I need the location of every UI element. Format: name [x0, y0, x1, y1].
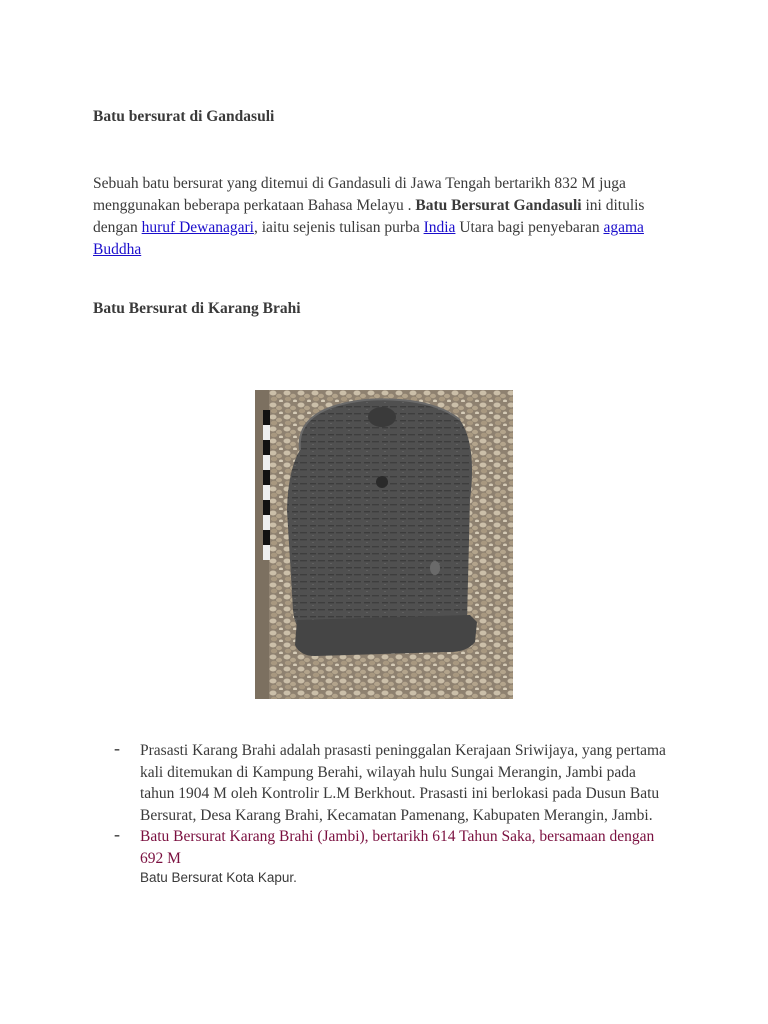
para-bold-text: Batu Bersurat Gandasuli [415, 197, 582, 214]
link-india[interactable]: India [423, 219, 456, 236]
para-text: , iaitu sejenis tulisan purba [253, 219, 424, 236]
measuring-scale [263, 410, 270, 560]
para-text: Utara bagi penyebaran [455, 219, 604, 236]
list-bullet: - [114, 738, 120, 758]
list-bullet: - [114, 824, 120, 844]
list-item [114, 826, 674, 869]
trailing-text: Batu Bersurat Kota Kapur. [140, 870, 297, 885]
section-heading-gandasuli: Batu bersurat di Gandasuli [93, 108, 275, 125]
info-list [114, 740, 674, 887]
link-huruf-dewanagari[interactable]: huruf Dewanagari [141, 219, 254, 236]
section-heading-karang-brahi: Batu Bersurat di Karang Brahi [93, 300, 301, 317]
list-item-text: Prasasti Karang Brahi adalah prasasti peninggalan Kerajaan Sriwijaya, yang pertama kali ditemukan di Kampung Berahi, wilayah hulu Sungai Merangin, Jambi pada tahun 1904 M oleh Kontrolir L.M Berkhout. Prasasti ini berlokasi pada Dusun Batu Bersurat, Desa Karang Brahi, Kecamatan Pamenang, Kabupaten Merangin, Jambi. [140, 742, 666, 824]
list-item [114, 740, 674, 826]
gandasuli-paragraph [93, 173, 693, 261]
inscription-stone-photo [255, 390, 513, 699]
para-text: ini ditulis dengan [93, 197, 645, 236]
list-item-text-highlight: Batu Bersurat Karang Brahi (Jambi), bertarikh 614 Tahun Saka, bersamaan dengan 692 M [140, 828, 655, 867]
para-text: Sebuah batu bersurat yang ditemui di Gandasuli di Jawa Tengah bertarikh 832 M juga menggunakan beberapa perkataan Bahasa Melayu . [93, 175, 626, 214]
link-agama-buddha[interactable]: agama Buddha [93, 219, 644, 258]
